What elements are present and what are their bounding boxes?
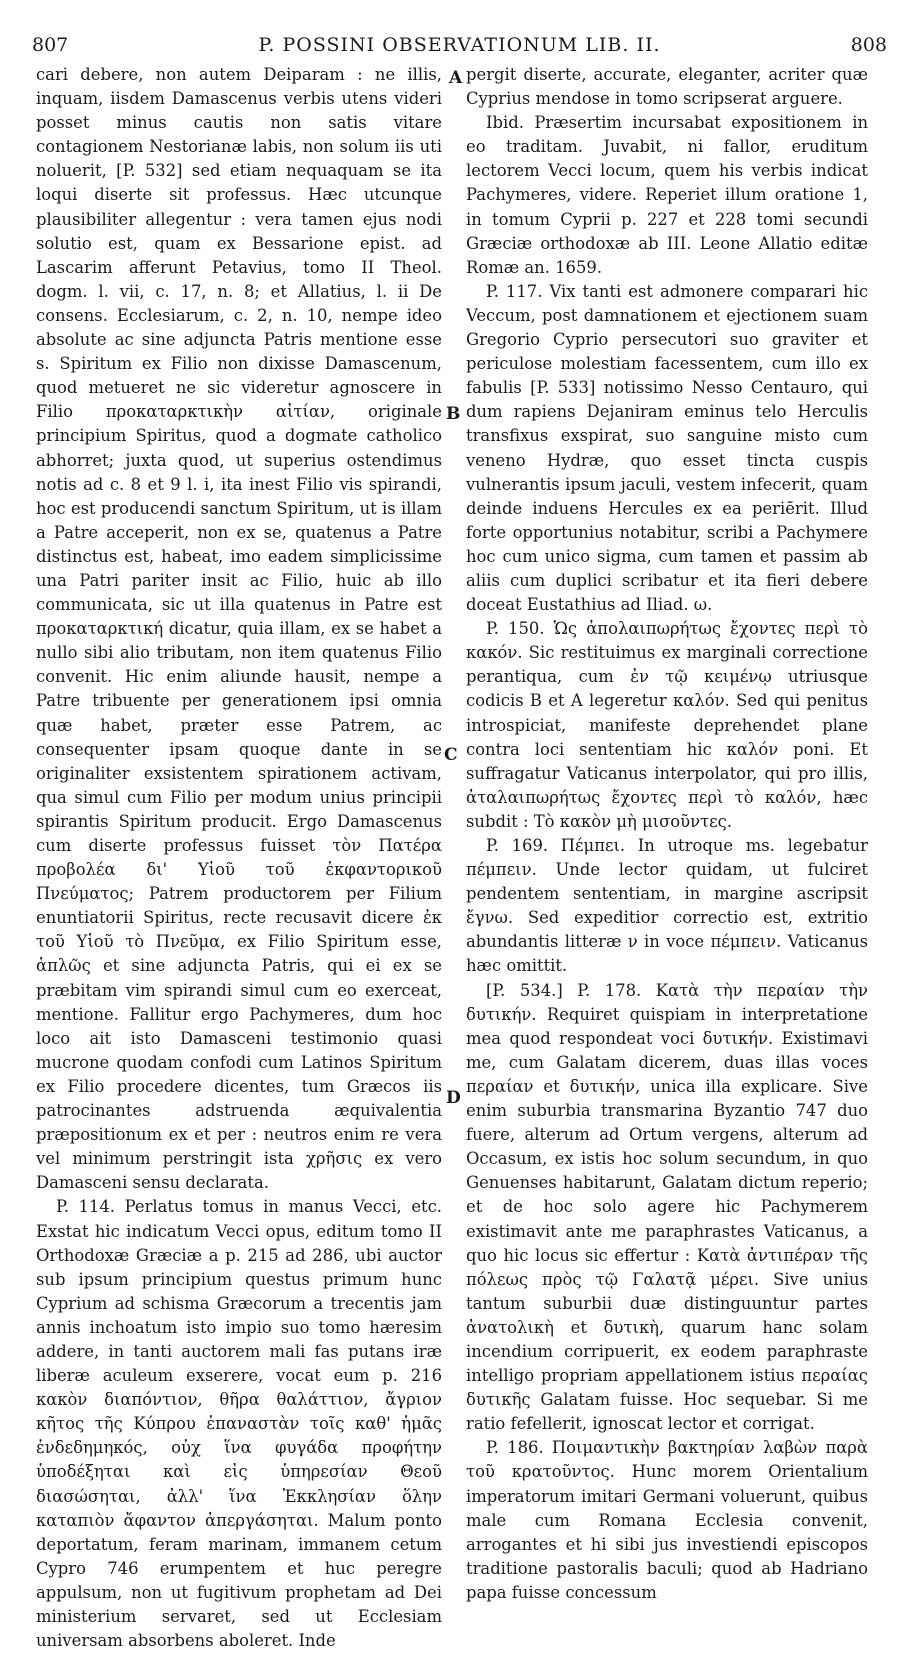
paragraph: P. 117. Vix tanti est admonere comparari hic Veccum, post damnationem et ejectionem suam Gregorio Cyprio persecutori suo graviter et periculose molestiam facessentem, cum illo ex fabulis [P. 533] notissimo Nesso Centauro, qui dum rapiens Dejaniram eminus telo Herculis transfixus exspirat, suo sanguine misto cum veneno Hydræ, quo esset tincta cuspis vulnerantis ipsum jaculi, vestem infecerit, quam deinde induens Hercules ex ea periērit. Illud forte opportunius notabitur, scribi a Pachymere hoc cum unico sigma, cum tamen et passim ab aliis cum duplici scribatur et ita fieri debere doceat Eustathius ad Iliad. ω.: [466, 281, 868, 615]
margin-letter-d: D: [446, 1088, 461, 1108]
paragraph: pergit diserte, accurate, eleganter, acriter quæ Cyprius mendose in tomo scripserat arguere.: [466, 65, 868, 109]
running-title: P. POSSINI OBSERVATIONUM LIB. II.: [258, 34, 661, 56]
paragraph: P. 186. Ποιμαντικὴν βακτηρίαν λαβὼν παρὰ τοῦ κρατοῦντος. Hunc morem Orientalium imperatorum imitari Germani voluerunt, quibus male cum Romana Ecclesia convenit, arrogantes et hi sibi jus investiendi episcopos traditione pastoralis baculi; quod ab Hadriano papa fuisse concessum: [466, 1438, 868, 1602]
page-number-right: 808: [850, 34, 887, 56]
margin-letter-c: C: [444, 745, 458, 765]
paragraph: P. 150. Ὡς ἀπολαιπωρήτως ἔχοντες περὶ τὸ κακόν. Sic restituimus ex marginali correctione perantiqua, cum ἐν τῷ κειμένῳ utriusque codicis B et A legeretur καλόν. Sed qui penitus introspiciat, manifeste deprehendet plane contra loci sententiam hic καλόν poni. Et suffragatur Vaticanus interpolator, qui pro illis, ἀταλαιπωρήτως ἔχοντες περὶ τὸ καλόν, hæc subdit : Τὸ κακὸν μὴ μισοῦντες.: [466, 619, 868, 831]
page-header: [32, 34, 887, 64]
right-column: [466, 63, 868, 1605]
paragraph: [P. 534.] P. 178. Κατὰ τὴν περαίαν τὴν δυτικήν. Requiret quispiam in interpretatione mea quod respondeat voci δυτικήν. Existimavi me, cum Galatam dicerem, duas illas voces περαίαν et δυτικήν, unica illa explicare. Sive enim suburbia transmarina Byzantio 747 duo fuere, alterum ad Ortum vergens, alterum ad Occasum, ex istis hoc solum secundum, in quo Genuenses habitarunt, Galatam dictum reperio; et de hoc solo agere hic Pachymerem existimavit ante me paraphrastes Vaticanus, a quo hic locus sic effertur : Κατὰ ἀντιπέραν τῆς πόλεως πρὸς τῷ Γαλατᾷ μέρει. Sive unius tantum suburbii duæ distinguuntur partes ἀνατολικὴ et δυτικὴ, quarum hanc solam incendium corripuerit, ex eodem paraphraste intelligo propriam appellationem istius περαίας δυτικῆς Galatam fuisse. Hoc sequebar. Si me ratio fefellerit, ignoscat lector et corrigat.: [466, 980, 868, 1434]
margin-letter-a: A: [449, 68, 463, 88]
left-column: [36, 63, 442, 1653]
paragraph: Ibid. Præsertim incursabat expositionem in eo traditam. Juvabit, ni fallor, eruditum lectorem Vecci locum, quem his verbis indicat Pachymeres, videre. Reperiet illum oratione 1, in tomum Cyprii p. 227 et 228 tomi secundi Græciæ orthodoxæ ab III. Leone Allatio editæ Romæ an. 1659.: [466, 113, 868, 277]
paragraph: P. 114. Perlatus tomus in manus Vecci, etc. Exstat hic indicatum Vecci opus, editum tomo II Orthodoxæ Græciæ a p. 215 ad 286, ubi auctor sub ipsum principium questus primum hunc Cyprium ad schisma Græcorum a trecentis jam annis inchoatum isto impio suo tomo hæresim addere, in tanti auctorem mali fas putans iræ liberæ aculeum exserere, vocat eum p. 216 κακὸν διαπόντιον, θῆρα θαλάττιον, ἄγριον κῆτος τῆς Κύπρου ἐπαναστὰν τοῖς καθ' ἡμᾶς ἐνδεδημηκός, οὐχ ἵνα φυγάδα προφήτην ὑποδέξηται καὶ εἰς ὑπηρεσίαν Θεοῦ διασώσηται, ἀλλ' ἵνα Ἐκκλησίαν ὅλην καταπιὸν ἄφαντον ἀπεργάσηται. Malum ponto deportatum, feram marinam, immanem cetum Cypro 746 erumpentem et huc peregre appulsum, non ut fugitivum prophetam ad Dei ministerium servaret, sed ut Ecclesiam universam absorbens aboleret. Inde: [36, 1197, 442, 1651]
paragraph: cari debere, non autem Deiparam : ne illis, inquam, iisdem Damascenus verbis utens videri posset minus cautis non satis vitare contagionem Nestorianæ labis, non solum iis uti noluerit, [P. 532] sed etiam nequaquam se ita loqui diserte sit professus. Hæc utcunque plausibiliter allegentur : vera tamen ejus nodi solutio est, quam ex Bessarione epist. ad Lascarim afferunt Petavius, tomo II Theol. dogm. l. vii, c. 17, n. 8; et Allatius, l. ii De consens. Ecclesiarum, c. 2, n. 10, nempe ideo absolute ac sine adjuncta Patris mentione esse s. Spiritum ex Filio non dixisse Damascenum, quod metueret ne sic videretur agnoscere in Filio προκαταρκτικὴν αἰτίαν, originale principium Spiritus, quod a dogmate catholico abhorret; juxta quod, ut superius ostendimus notis ad c. 8 et 9 l. i, ita inest Filio vis spirandi, hoc est producendi sanctum Spiritum, ut is illam a Patre acceperit, non ex se, quatenus a Patre distinctus est, habeat, imo eadem simplicissime una Patri pariter insit ac Filio, huic ab illo communicata, sic ut illa quatenus in Patre est προκαταρκτική dicatur, quia illam, ex se habet a nullo sibi alio tributam, non item quatenus Filio convenit. Hic enim aliunde hausit, nempe a Patre tribuente per generationem ipsi omnia quæ habet, præter esse Patrem, ac consequenter ipsam quoque dante in se originaliter exsistentem spirationem activam, qua simul cum Filio per modum unius principii spirantis Spiritum producit. Ergo Damascenus cum diserte professus fuisset τὸν Πατέρα προβολέα δι' Υἱοῦ τοῦ ἐκφαντορικοῦ Πνεύματος; Patrem productorem per Filium enuntiatorii Spiritus, recte recusavit dicere ἐκ τοῦ Υἱοῦ τὸ Πνεῦμα, ex Filio Spiritum esse, ἁπλῶς et sine adjuncta Patris, qui ei ex se præbitam vim spirandi simul cum eo exerceat, mentione. Fallitur ergo Pachymeres, dum hoc loco ait isto Damasceni testimonio quasi mucrone quodam confodi cum Latinos Spiritum ex Filio procedere dicentes, tum Græcos iis patrocinantes adstruenda æquivalentia præpositionum ex et per : neutros enim re vera vel minimum perstringit ista χρῆσις ex vero Damasceni sensu declarata.: [36, 65, 442, 1193]
margin-letter-b: B: [446, 404, 461, 424]
page-number-left: 807: [32, 34, 69, 56]
paragraph: P. 169. Πέμπει. In utroque ms. legebatur πέμπειν. Unde lector quidam, ut fulciret pendentem sententiam, in margine ascripsit ἔγνω. Sed expeditior correctio est, extritio abundantis litteræ ν in voce πέμπειν. Vaticanus hæc omittit.: [466, 836, 868, 976]
